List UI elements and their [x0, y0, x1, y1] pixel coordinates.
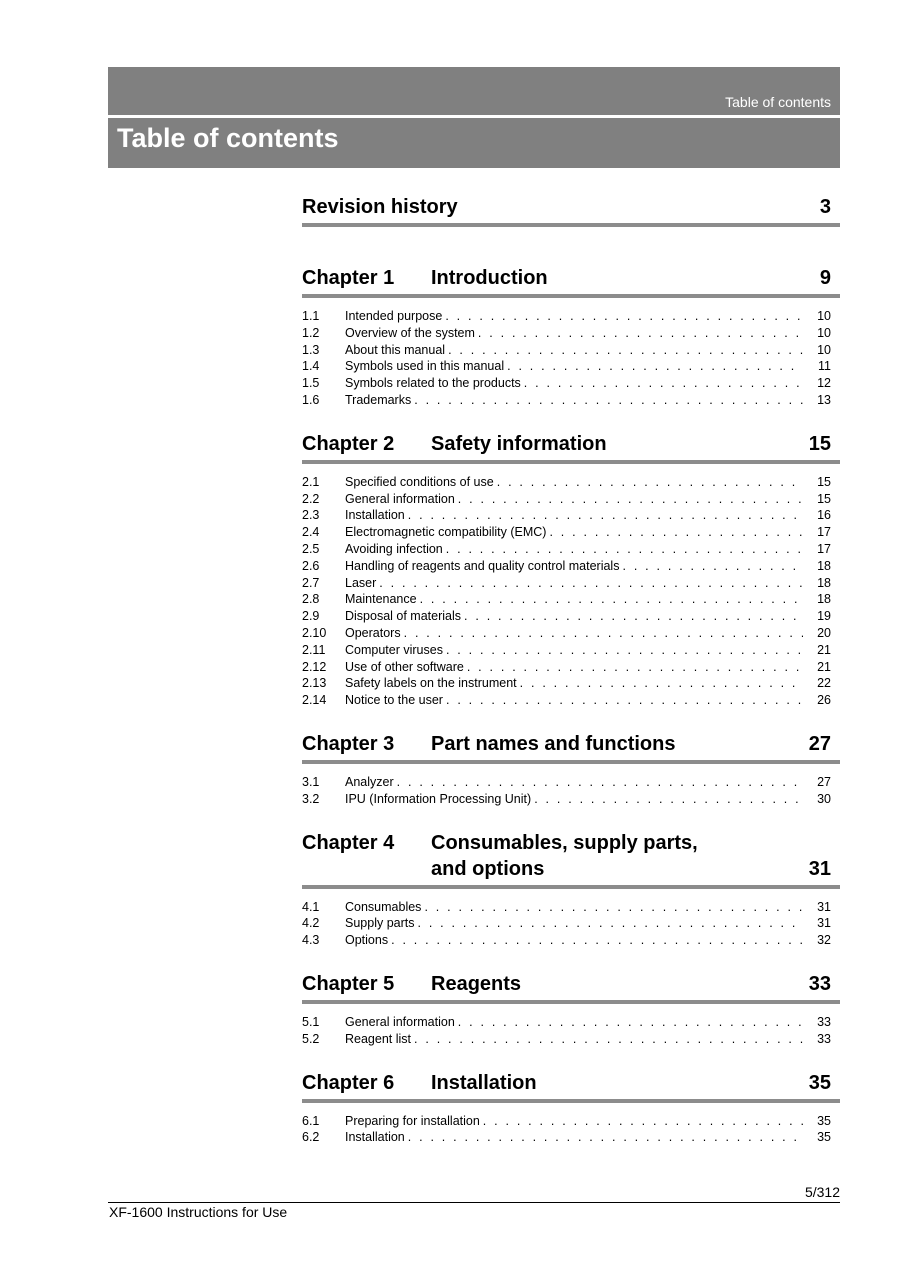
entry-number: 1.3	[302, 342, 320, 357]
entry-number: 2.6	[302, 558, 320, 573]
toc-chapter-1	[302, 265, 840, 409]
dot-leader	[464, 608, 803, 625]
dot-leader	[534, 791, 803, 808]
dot-leader	[448, 342, 803, 359]
entry-title: Specified conditions of use	[345, 474, 494, 489]
chapter-heading[interactable]	[302, 731, 840, 760]
toc-entry[interactable]	[302, 541, 840, 558]
entry-number: 1.4	[302, 359, 320, 374]
entry-page: 31	[817, 899, 831, 914]
dot-leader	[458, 1014, 803, 1031]
entry-page: 21	[817, 642, 831, 657]
toc-chapter-4	[302, 830, 840, 949]
chapter-page: 33	[808, 972, 831, 995]
chapter-title: Part names and functions	[431, 732, 676, 755]
entry-title: Use of other software	[345, 659, 464, 674]
toc-entry[interactable]	[302, 659, 840, 676]
dot-leader	[478, 325, 803, 342]
toc-entry[interactable]	[302, 558, 840, 575]
chapter-title: Safety information	[431, 432, 607, 455]
toc-chapter-5	[302, 971, 840, 1048]
entry-number: 2.3	[302, 508, 320, 523]
entry-title: Laser	[345, 575, 377, 590]
dot-leader	[379, 575, 803, 592]
toc-entry[interactable]	[302, 491, 840, 508]
dot-leader	[404, 625, 803, 642]
entry-number: 2.11	[302, 642, 326, 657]
toc-entry[interactable]	[302, 791, 840, 808]
dot-leader	[417, 915, 803, 932]
entry-number: 2.12	[302, 659, 327, 674]
entry-title: Installation	[345, 508, 405, 523]
entry-number: 1.2	[302, 325, 320, 340]
entry-title: Overview of the system	[345, 325, 475, 340]
chapter-page: 35	[808, 1071, 831, 1094]
entry-page: 35	[817, 1113, 831, 1128]
entry-title: Maintenance	[345, 592, 417, 607]
entry-page: 20	[817, 625, 831, 640]
toc-entry[interactable]	[302, 1014, 840, 1031]
dot-leader	[445, 308, 803, 325]
entry-number: 2.14	[302, 693, 327, 708]
running-header: Table of contents	[725, 94, 831, 110]
toc-entry[interactable]	[302, 608, 840, 625]
entry-number: 2.8	[302, 592, 320, 607]
entry-number: 6.1	[302, 1113, 320, 1128]
entry-number: 1.5	[302, 376, 320, 391]
dot-leader	[467, 659, 803, 676]
entry-page: 16	[817, 508, 831, 523]
toc-entry[interactable]	[302, 392, 840, 409]
chapter-title: Consumables, supply parts, and options	[431, 831, 698, 880]
entry-page: 33	[817, 1031, 831, 1046]
dot-leader	[524, 375, 803, 392]
toc-entry[interactable]	[302, 1113, 840, 1130]
entry-page: 17	[817, 541, 831, 556]
entry-page: 32	[817, 933, 831, 948]
entry-number: 1.1	[302, 309, 320, 323]
entry-title: Installation	[345, 1130, 405, 1145]
entry-title: Safety labels on the instrument	[345, 676, 517, 691]
entry-title: Computer viruses	[345, 642, 443, 657]
chapter-page: 15	[808, 432, 831, 455]
chapter-heading[interactable]	[302, 830, 840, 885]
toc-entry[interactable]	[302, 915, 840, 932]
chapter-title: Introduction	[431, 267, 548, 289]
entry-number: 4.1	[302, 899, 320, 914]
entry-title: Analyzer	[345, 774, 394, 789]
entry-number: 2.4	[302, 525, 320, 540]
dot-leader	[446, 541, 803, 558]
entry-title: Notice to the user	[345, 693, 443, 708]
toc-entry[interactable]	[302, 625, 840, 642]
revision-title: Revision history	[302, 196, 458, 218]
entry-page: 11	[818, 359, 831, 374]
chapter-heading[interactable]	[302, 265, 840, 294]
entry-page: 18	[817, 575, 831, 590]
toc-entry[interactable]	[302, 358, 840, 375]
dot-leader	[483, 1113, 803, 1130]
toc-entry[interactable]	[302, 325, 840, 342]
table-of-contents	[302, 194, 840, 1146]
entry-page: 13	[817, 392, 831, 407]
dot-leader	[420, 591, 803, 608]
entry-title: Options	[345, 933, 389, 948]
entry-number: 5.1	[302, 1014, 320, 1029]
entry-title: General information	[345, 491, 455, 506]
dot-leader	[520, 675, 803, 692]
toc-entry[interactable]	[302, 342, 840, 359]
entry-title: Symbols used in this manual	[345, 359, 505, 374]
toc-entry[interactable]	[302, 524, 840, 541]
entry-page: 10	[817, 309, 831, 323]
toc-entry[interactable]	[302, 575, 840, 592]
entry-title: General information	[345, 1014, 455, 1029]
dot-leader	[424, 899, 803, 916]
toc-chapter-3	[302, 731, 840, 808]
toc-chapter-2	[302, 431, 840, 709]
toc-entry[interactable]	[302, 642, 840, 659]
chapter-number: Chapter 5	[302, 972, 395, 995]
chapter-page: 27	[808, 732, 831, 755]
entry-number: 3.2	[302, 791, 320, 806]
entry-number: 1.6	[302, 392, 320, 407]
dot-leader	[549, 524, 803, 541]
toc-entry[interactable]	[302, 591, 840, 608]
toc-entry[interactable]	[302, 474, 840, 491]
chapter-title: Installation	[431, 1071, 537, 1094]
chapter-number: Chapter 1	[302, 267, 395, 289]
entry-number: 2.1	[302, 474, 320, 489]
dot-leader	[397, 774, 803, 791]
toc-entry[interactable]	[302, 692, 840, 709]
dot-leader	[622, 558, 803, 575]
toc-entry[interactable]	[302, 507, 840, 524]
entry-page: 15	[817, 474, 831, 489]
toc-entry[interactable]	[302, 1129, 840, 1146]
toc-chapter-6	[302, 1070, 840, 1147]
section-rule	[302, 223, 840, 227]
dot-leader	[446, 642, 803, 659]
entry-title: Symbols related to the products	[345, 376, 521, 391]
entry-page: 15	[817, 491, 831, 506]
entry-title: Trademarks	[345, 392, 412, 407]
entry-number: 5.2	[302, 1031, 320, 1046]
entry-number: 2.13	[302, 676, 327, 691]
dot-leader	[408, 507, 803, 524]
entry-page: 18	[817, 592, 831, 607]
toc-revision-history[interactable]	[302, 194, 840, 227]
entry-number: 2.2	[302, 491, 320, 506]
entry-number: 4.2	[302, 916, 320, 931]
toc-entry[interactable]	[302, 899, 840, 916]
entry-title: Handling of reagents and quality control materials	[345, 558, 620, 573]
dot-leader	[507, 358, 803, 375]
entry-page: 22	[817, 676, 831, 691]
entry-title: Reagent list	[345, 1031, 412, 1046]
entry-page: 27	[817, 774, 831, 789]
revision-page: 3	[819, 196, 831, 218]
entry-title: Preparing for installation	[345, 1113, 480, 1128]
chapter-page: 9	[819, 267, 831, 289]
chapter-number: Chapter 2	[302, 432, 395, 455]
toc-entry[interactable]	[302, 675, 840, 692]
page-number: 5/312	[804, 1184, 840, 1200]
entry-page: 30	[817, 791, 831, 806]
chapter-number: Chapter 3	[302, 732, 395, 755]
toc-entry[interactable]	[302, 1031, 840, 1048]
entry-number: 4.3	[302, 933, 320, 948]
header-divider	[108, 115, 840, 118]
entry-title: Supply parts	[345, 916, 415, 931]
entry-number: 2.5	[302, 541, 320, 556]
entry-title: About this manual	[345, 342, 446, 357]
entry-page: 31	[817, 916, 831, 931]
entry-number: 6.2	[302, 1130, 320, 1145]
entry-page: 26	[817, 693, 831, 708]
dot-leader	[408, 1129, 803, 1146]
chapter-heading[interactable]	[302, 431, 840, 460]
entry-number: 2.9	[302, 609, 320, 624]
entry-page: 18	[817, 558, 831, 573]
entry-title: Electromagnetic compatibility (EMC)	[345, 525, 547, 540]
toc-entry[interactable]	[302, 308, 840, 325]
toc-entry[interactable]	[302, 774, 840, 791]
entry-page: 17	[817, 525, 831, 540]
footer-rule	[108, 1202, 840, 1203]
dot-leader	[414, 1031, 803, 1048]
entry-title: IPU (Information Processing Unit)	[345, 791, 532, 806]
chapter-number: Chapter 6	[302, 1071, 395, 1094]
entry-number: 2.10	[302, 625, 327, 640]
dot-leader	[497, 474, 803, 491]
entry-title: Consumables	[345, 899, 422, 914]
entry-page: 33	[817, 1014, 831, 1029]
dot-leader	[414, 392, 803, 409]
chapter-number: Chapter 4	[302, 831, 395, 854]
chapter-title: Reagents	[431, 972, 522, 995]
entry-page: 35	[817, 1130, 831, 1145]
chapter-heading[interactable]	[302, 971, 840, 1000]
dot-leader	[391, 932, 803, 949]
dot-leader	[458, 491, 803, 508]
entry-page: 10	[817, 342, 831, 357]
header-band	[108, 67, 840, 168]
page-title: Table of contents	[117, 123, 339, 153]
entry-title: Disposal of materials	[345, 609, 462, 624]
entry-number: 2.7	[302, 575, 320, 590]
entry-number: 3.1	[302, 774, 320, 789]
entry-page: 19	[817, 609, 831, 624]
entry-title: Avoiding infection	[345, 541, 443, 556]
chapter-page: 31	[808, 857, 831, 880]
entry-title: Operators	[345, 625, 401, 640]
chapter-heading[interactable]	[302, 1070, 840, 1099]
entry-page: 10	[817, 325, 831, 340]
entry-title: Intended purpose	[345, 309, 443, 323]
toc-entry[interactable]	[302, 932, 840, 949]
entry-page: 12	[817, 376, 831, 391]
entry-page: 21	[817, 659, 831, 674]
toc-entry[interactable]	[302, 375, 840, 392]
document-title: XF-1600 Instructions for Use	[109, 1204, 288, 1220]
dot-leader	[446, 692, 803, 709]
